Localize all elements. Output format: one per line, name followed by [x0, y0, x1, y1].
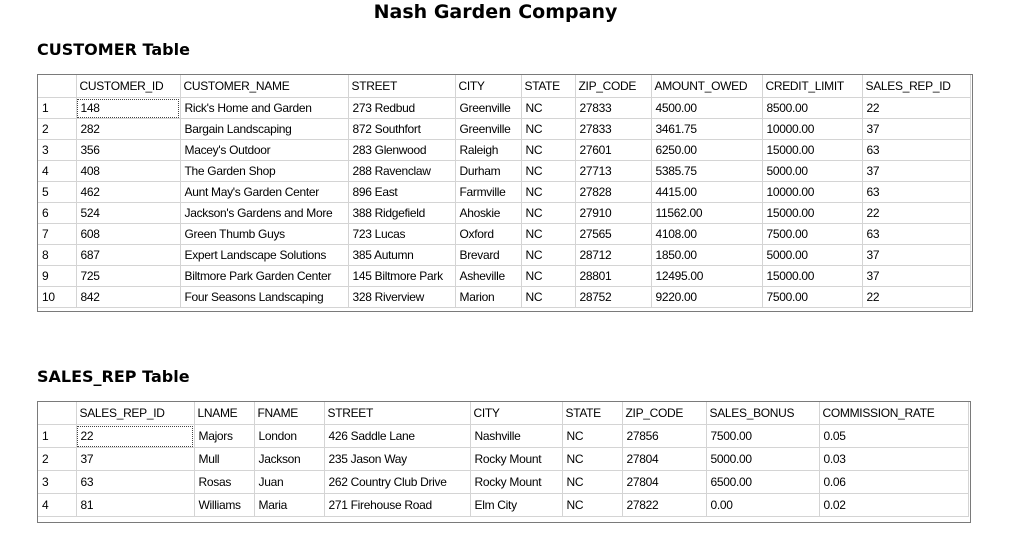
customer-cell[interactable]: 27601 [575, 140, 651, 161]
sales-rep-cell[interactable]: 6500.00 [706, 471, 819, 494]
sales-rep-cell[interactable]: NC [562, 471, 622, 494]
sales-rep-row[interactable] [38, 448, 968, 471]
customer-cell[interactable]: 5000.00 [762, 161, 862, 182]
customer-cell[interactable]: NC [521, 161, 575, 182]
customer-cell[interactable]: 5385.75 [651, 161, 762, 182]
customer-cell[interactable]: 288 Ravenclaw [348, 161, 455, 182]
sales-rep-cell[interactable]: Rosas [194, 471, 254, 494]
customer-row-number[interactable]: 4 [38, 161, 76, 182]
sales-rep-cell[interactable]: 27822 [622, 494, 706, 517]
customer-cell[interactable]: Asheville [455, 266, 521, 287]
customer-cell[interactable]: NC [521, 245, 575, 266]
customer-cell[interactable]: 148 [76, 98, 180, 119]
customer-cell[interactable]: Biltmore Park Garden Center [180, 266, 348, 287]
sales-rep-cell[interactable]: 0.05 [819, 425, 968, 448]
customer-row-number[interactable]: 9 [38, 266, 76, 287]
customer-cell[interactable]: 10000.00 [762, 182, 862, 203]
customer-cell[interactable]: 145 Biltmore Park [348, 266, 455, 287]
customer-row-number[interactable]: 8 [38, 245, 76, 266]
customer-row[interactable] [38, 98, 970, 119]
sales-rep-cell[interactable]: 0.00 [706, 494, 819, 517]
customer-row-number[interactable]: 7 [38, 224, 76, 245]
customer-table-heading: CUSTOMER Table [37, 40, 190, 59]
sales-rep-cell[interactable]: Nashville [470, 425, 562, 448]
customer-cell[interactable]: Four Seasons Landscaping [180, 287, 348, 308]
customer-row[interactable] [38, 287, 970, 308]
customer-cell[interactable]: 282 [76, 119, 180, 140]
sales-rep-cell[interactable]: Jackson [254, 448, 324, 471]
sales-rep-cell[interactable]: 7500.00 [706, 425, 819, 448]
customer-cell[interactable]: NC [521, 224, 575, 245]
sales-rep-cell[interactable]: 37 [76, 448, 194, 471]
customer-column-header[interactable]: ZIP_CODE [575, 75, 651, 98]
customer-cell[interactable]: 27833 [575, 119, 651, 140]
customer-cell[interactable]: Ahoskie [455, 203, 521, 224]
customer-cell[interactable]: 3461.75 [651, 119, 762, 140]
sales-rep-cell[interactable]: Maria [254, 494, 324, 517]
customer-cell[interactable]: 687 [76, 245, 180, 266]
customer-cell[interactable]: 842 [76, 287, 180, 308]
customer-cell[interactable]: Raleigh [455, 140, 521, 161]
customer-row[interactable] [38, 182, 970, 203]
customer-cell[interactable]: 27910 [575, 203, 651, 224]
sales-rep-column-header[interactable]: ZIP_CODE [622, 402, 706, 425]
sales-rep-column-header[interactable]: SALES_REP_ID [76, 402, 194, 425]
customer-cell[interactable]: Brevard [455, 245, 521, 266]
sales-rep-cell[interactable]: Rocky Mount [470, 448, 562, 471]
sales-rep-cell[interactable]: 0.02 [819, 494, 968, 517]
sales-rep-row-number[interactable]: 4 [38, 494, 76, 517]
customer-row-number[interactable]: 2 [38, 119, 76, 140]
customer-cell[interactable]: 28712 [575, 245, 651, 266]
customer-cell[interactable]: 1850.00 [651, 245, 762, 266]
sales-rep-row[interactable] [38, 425, 968, 448]
sales-rep-cell[interactable]: Mull [194, 448, 254, 471]
sales-rep-cell[interactable]: NC [562, 448, 622, 471]
page-title: Nash Garden Company [373, 1, 618, 23]
customer-row-number[interactable]: 3 [38, 140, 76, 161]
customer-cell[interactable]: Rick's Home and Garden [180, 98, 348, 119]
customer-cell[interactable]: 4108.00 [651, 224, 762, 245]
customer-row[interactable] [38, 224, 970, 245]
customer-cell[interactable]: 37 [862, 119, 970, 140]
customer-cell[interactable]: Expert Landscape Solutions [180, 245, 348, 266]
customer-cell[interactable]: NC [521, 203, 575, 224]
sales-rep-column-header[interactable]: STREET [324, 402, 470, 425]
sales-rep-cell[interactable]: Majors [194, 425, 254, 448]
customer-cell[interactable]: 11562.00 [651, 203, 762, 224]
sales-rep-cell[interactable]: Williams [194, 494, 254, 517]
customer-cell[interactable]: NC [521, 140, 575, 161]
customer-row-number[interactable]: 10 [38, 287, 76, 308]
sales-rep-cell[interactable]: NC [562, 494, 622, 517]
sales-rep-results-grid [37, 401, 971, 523]
customer-cell[interactable]: 385 Autumn [348, 245, 455, 266]
sales-rep-cell[interactable]: 235 Jason Way [324, 448, 470, 471]
sales-rep-column-header[interactable]: STATE [562, 402, 622, 425]
customer-cell[interactable]: 37 [862, 161, 970, 182]
customer-cell[interactable]: 273 Redbud [348, 98, 455, 119]
customer-cell[interactable]: Durham [455, 161, 521, 182]
customer-cell[interactable]: 328 Riverview [348, 287, 455, 308]
customer-row[interactable] [38, 266, 970, 287]
sales-rep-column-header[interactable]: LNAME [194, 402, 254, 425]
sales-rep-row-number[interactable]: 1 [38, 425, 76, 448]
sales-rep-cell[interactable]: Juan [254, 471, 324, 494]
sales-rep-row[interactable] [38, 494, 968, 517]
customer-cell[interactable]: 27713 [575, 161, 651, 182]
customer-corner-cell[interactable] [38, 75, 76, 98]
sales-rep-cell[interactable]: 27804 [622, 448, 706, 471]
customer-cell[interactable]: 872 Southfort [348, 119, 455, 140]
sales-rep-row-number[interactable]: 3 [38, 471, 76, 494]
customer-cell[interactable]: NC [521, 98, 575, 119]
customer-cell[interactable]: 28801 [575, 266, 651, 287]
customer-cell[interactable]: 63 [862, 140, 970, 161]
customer-cell[interactable]: 27828 [575, 182, 651, 203]
sales-rep-header-row [38, 402, 968, 425]
customer-cell[interactable]: 63 [862, 224, 970, 245]
customer-cell[interactable]: Greenville [455, 98, 521, 119]
customer-cell[interactable]: 356 [76, 140, 180, 161]
sales-rep-table [38, 402, 969, 517]
customer-cell[interactable]: 388 Ridgefield [348, 203, 455, 224]
customer-cell[interactable]: 27565 [575, 224, 651, 245]
customer-cell[interactable]: 283 Glenwood [348, 140, 455, 161]
sales-rep-column-header[interactable]: FNAME [254, 402, 324, 425]
sales-rep-column-header[interactable]: SALES_BONUS [706, 402, 819, 425]
customer-column-header[interactable]: AMOUNT_OWED [651, 75, 762, 98]
sales-rep-cell[interactable]: London [254, 425, 324, 448]
sales-rep-cell[interactable]: 5000.00 [706, 448, 819, 471]
customer-cell[interactable]: 37 [862, 245, 970, 266]
sales-rep-row-number[interactable]: 2 [38, 448, 76, 471]
customer-cell[interactable]: Marion [455, 287, 521, 308]
sales-rep-column-header[interactable]: COMMISSION_RATE [819, 402, 968, 425]
sales-rep-cell[interactable]: 63 [76, 471, 194, 494]
sales-rep-cell[interactable]: NC [562, 425, 622, 448]
customer-cell[interactable]: 22 [862, 287, 970, 308]
customer-cell[interactable]: 37 [862, 266, 970, 287]
customer-row[interactable] [38, 203, 970, 224]
sales-rep-cell[interactable]: 426 Saddle Lane [324, 425, 470, 448]
customer-row-number[interactable]: 5 [38, 182, 76, 203]
sales-rep-cell[interactable]: 0.06 [819, 471, 968, 494]
customer-cell[interactable]: 896 East [348, 182, 455, 203]
customer-cell[interactable]: 15000.00 [762, 203, 862, 224]
customer-cell[interactable]: Aunt May's Garden Center [180, 182, 348, 203]
customer-cell[interactable]: Green Thumb Guys [180, 224, 348, 245]
sales-rep-cell[interactable]: 262 Country Club Drive [324, 471, 470, 494]
customer-column-header[interactable]: CITY [455, 75, 521, 98]
customer-cell[interactable]: 408 [76, 161, 180, 182]
customer-cell[interactable]: 462 [76, 182, 180, 203]
customer-cell[interactable]: 9220.00 [651, 287, 762, 308]
customer-cell[interactable]: 524 [76, 203, 180, 224]
customer-cell[interactable]: Bargain Landscaping [180, 119, 348, 140]
customer-table [38, 75, 971, 308]
customer-cell[interactable]: The Garden Shop [180, 161, 348, 182]
sales-rep-column-header[interactable]: CITY [470, 402, 562, 425]
customer-cell[interactable]: 608 [76, 224, 180, 245]
customer-cell[interactable]: 4415.00 [651, 182, 762, 203]
customer-column-header[interactable]: SALES_REP_ID [862, 75, 970, 98]
customer-cell[interactable]: 15000.00 [762, 266, 862, 287]
sales-rep-cell[interactable]: 81 [76, 494, 194, 517]
customer-cell[interactable]: NC [521, 266, 575, 287]
customer-column-header[interactable]: STATE [521, 75, 575, 98]
customer-row-number[interactable]: 6 [38, 203, 76, 224]
customer-cell[interactable]: Oxford [455, 224, 521, 245]
customer-column-header[interactable]: CUSTOMER_NAME [180, 75, 348, 98]
sales-rep-cell[interactable]: 0.03 [819, 448, 968, 471]
sales-rep-cell[interactable]: 27856 [622, 425, 706, 448]
customer-cell[interactable]: 10000.00 [762, 119, 862, 140]
customer-cell[interactable]: 5000.00 [762, 245, 862, 266]
sales-rep-cell[interactable]: 27804 [622, 471, 706, 494]
customer-cell[interactable]: 8500.00 [762, 98, 862, 119]
sales-rep-cell[interactable]: 22 [76, 425, 194, 448]
customer-row[interactable] [38, 119, 970, 140]
sales-rep-corner-cell[interactable] [38, 402, 76, 425]
sales-rep-cell[interactable]: Rocky Mount [470, 471, 562, 494]
customer-cell[interactable]: 63 [862, 182, 970, 203]
customer-cell[interactable]: 12495.00 [651, 266, 762, 287]
customer-cell[interactable]: NC [521, 119, 575, 140]
customer-column-header[interactable]: CUSTOMER_ID [76, 75, 180, 98]
customer-cell[interactable]: 723 Lucas [348, 224, 455, 245]
customer-cell[interactable]: 7500.00 [762, 287, 862, 308]
customer-cell[interactable]: Jackson's Gardens and More [180, 203, 348, 224]
customer-cell[interactable]: 6250.00 [651, 140, 762, 161]
customer-column-header[interactable]: STREET [348, 75, 455, 98]
customer-row[interactable] [38, 140, 970, 161]
customer-row[interactable] [38, 161, 970, 182]
customer-cell[interactable]: 4500.00 [651, 98, 762, 119]
sales-rep-row[interactable] [38, 471, 968, 494]
sales-rep-cell[interactable]: Elm City [470, 494, 562, 517]
customer-row[interactable] [38, 245, 970, 266]
customer-cell[interactable]: Farmville [455, 182, 521, 203]
customer-cell[interactable]: 22 [862, 203, 970, 224]
customer-cell[interactable]: Greenville [455, 119, 521, 140]
customer-cell[interactable]: NC [521, 287, 575, 308]
customer-cell[interactable]: NC [521, 182, 575, 203]
customer-cell[interactable]: Macey's Outdoor [180, 140, 348, 161]
customer-column-header[interactable]: CREDIT_LIMIT [762, 75, 862, 98]
customer-header-row [38, 75, 970, 98]
customer-cell[interactable]: 725 [76, 266, 180, 287]
customer-cell[interactable]: 27833 [575, 98, 651, 119]
customer-cell[interactable]: 22 [862, 98, 970, 119]
sales-rep-table-heading: SALES_REP Table [37, 367, 190, 386]
customer-row-number[interactable]: 1 [38, 98, 76, 119]
customer-cell[interactable]: 15000.00 [762, 140, 862, 161]
sales-rep-cell[interactable]: 271 Firehouse Road [324, 494, 470, 517]
customer-results-grid [37, 74, 973, 312]
customer-cell[interactable]: 28752 [575, 287, 651, 308]
customer-cell[interactable]: 7500.00 [762, 224, 862, 245]
